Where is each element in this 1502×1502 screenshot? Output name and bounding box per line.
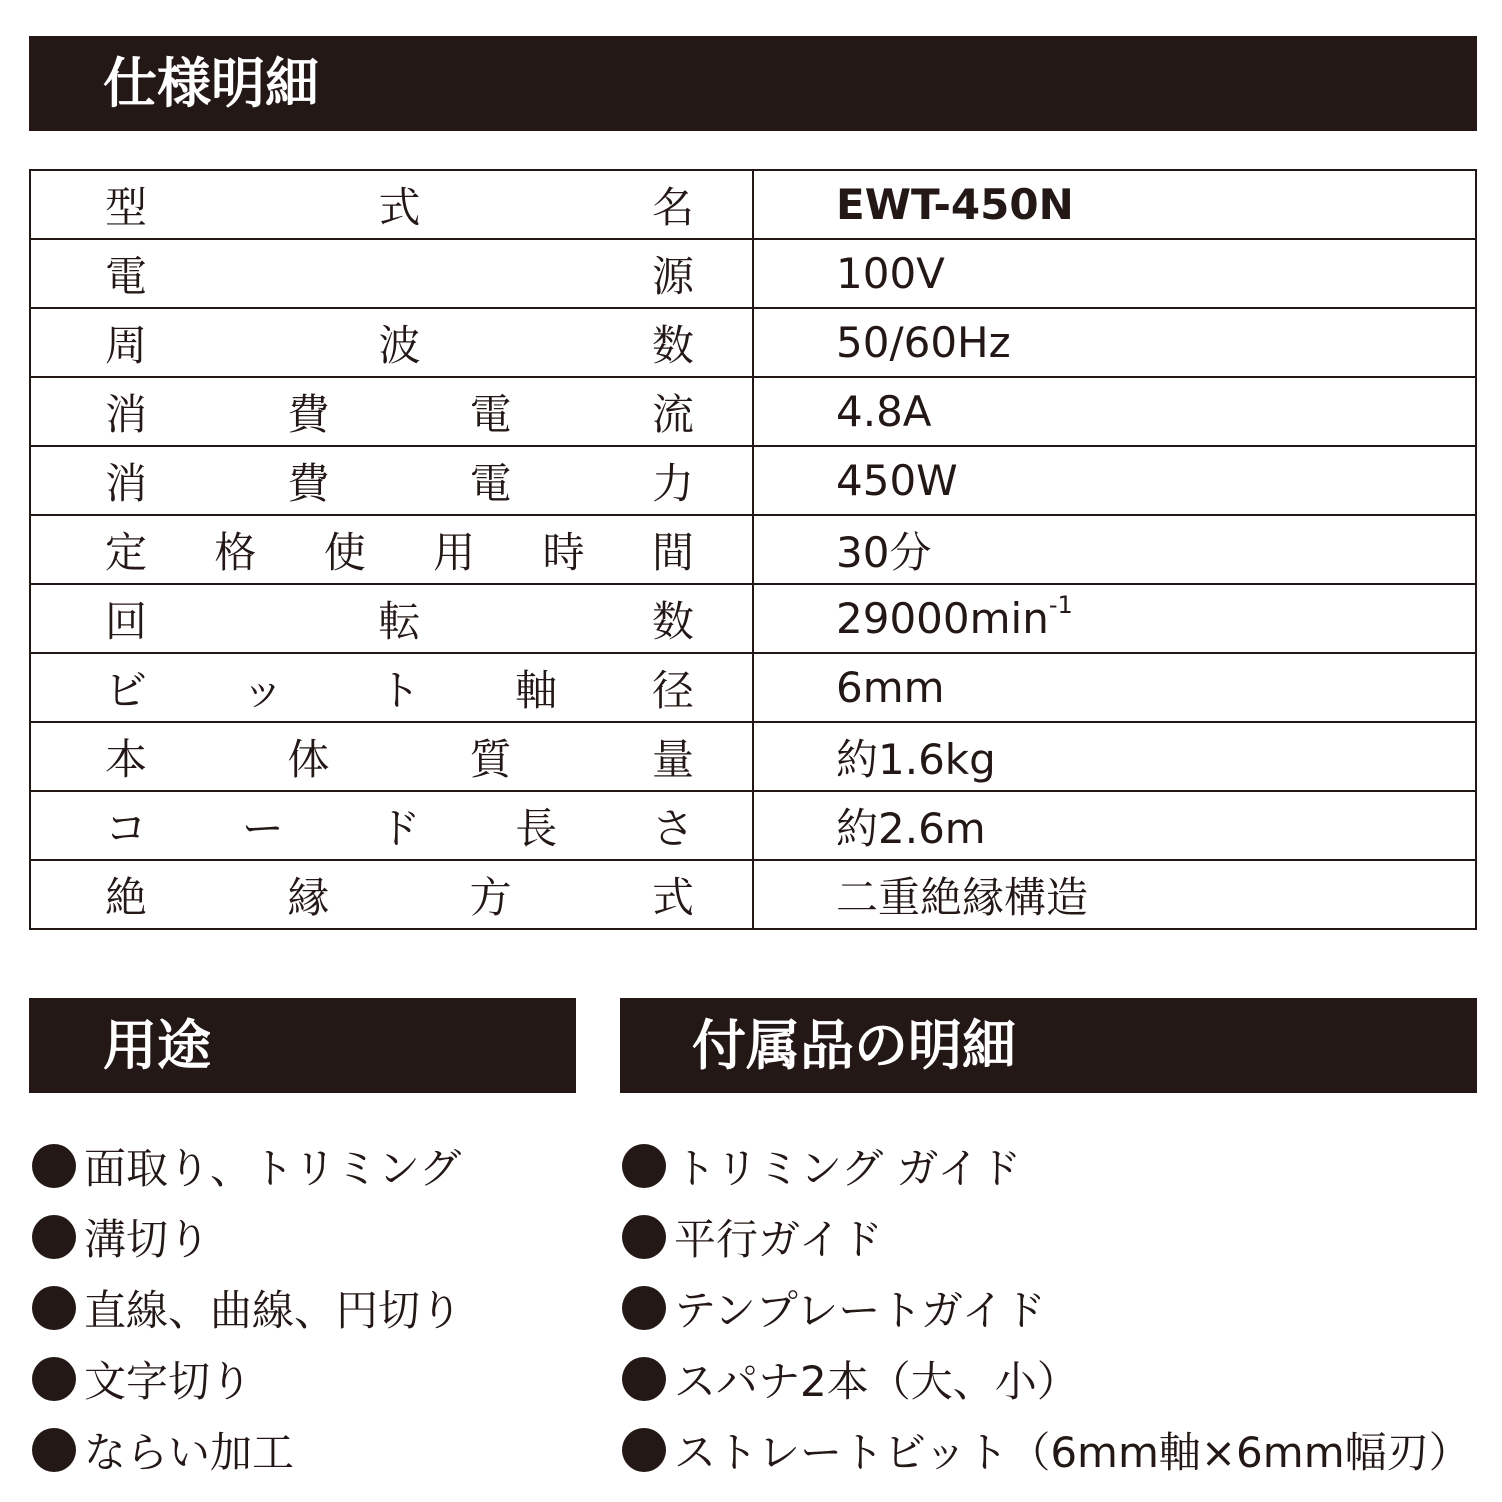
spec-label-char: 源	[651, 251, 694, 301]
spec-value-cell	[753, 308, 1476, 377]
spec-value-cell	[753, 584, 1476, 653]
bullet-icon	[622, 1357, 666, 1401]
spec-label-char: さ	[651, 803, 694, 853]
spec-value-cell	[753, 515, 1476, 584]
usage-item	[32, 1343, 462, 1414]
spec-row	[30, 170, 1476, 239]
spec-value-cell	[753, 446, 1476, 515]
accessory-item-text: テンプレートガイド	[674, 1285, 1046, 1335]
spec-label-char: 費	[287, 389, 330, 439]
accessory-item	[622, 1201, 1471, 1272]
spec-row	[30, 377, 1476, 446]
accessories-section-title: 付属品の明細	[692, 1013, 1016, 1077]
spec-label-char: 間	[651, 527, 694, 577]
spec-value: 約2.6m	[836, 803, 986, 853]
spec-value: 30分	[836, 527, 932, 577]
usage-item	[32, 1414, 462, 1485]
usage-item-text: ならい加工	[84, 1427, 295, 1477]
spec-label	[31, 658, 752, 718]
spec-section-title: 仕様明細	[103, 51, 319, 115]
spec-label	[31, 727, 752, 787]
spec-label	[31, 589, 752, 649]
spec-label-char: 用	[433, 527, 476, 577]
spec-value: 約1.6kg	[836, 734, 996, 784]
bullet-icon	[32, 1215, 76, 1259]
spec-label-char: 名	[651, 182, 694, 232]
spec-label-cell	[30, 653, 753, 722]
spec-label-char: 流	[651, 389, 694, 439]
spec-label-char: 軸	[515, 665, 558, 715]
spec-label-char: ー	[241, 803, 284, 853]
spec-row	[30, 860, 1476, 929]
spec-label-char: 使	[323, 527, 366, 577]
spec-row	[30, 239, 1476, 308]
spec-label-char: 径	[651, 665, 694, 715]
usage-item-text: 直線、曲線、円切り	[84, 1285, 463, 1335]
usage-item-text: 溝切り	[84, 1214, 211, 1264]
spec-value: 100V	[836, 249, 945, 298]
spec-value-cell	[753, 722, 1476, 791]
spec-label-cell	[30, 170, 753, 239]
spec-label-char: ビ	[105, 665, 148, 715]
spec-label-char: 式	[651, 872, 694, 922]
spec-label-char: 転	[378, 596, 421, 646]
spec-value-cell	[753, 860, 1476, 929]
spec-value: 450W	[836, 456, 958, 505]
accessory-item	[622, 1343, 1471, 1414]
spec-row	[30, 515, 1476, 584]
spec-value: 二重絶縁構造	[836, 872, 1089, 922]
spec-value-cell	[753, 239, 1476, 308]
spec-label-char: 式	[378, 182, 421, 232]
spec-label-char: 回	[105, 596, 148, 646]
accessories-section-header	[620, 998, 1477, 1093]
spec-label-char: ッ	[241, 665, 284, 715]
spec-value-cell	[753, 377, 1476, 446]
spec-label-char: 数	[651, 596, 694, 646]
accessories-list	[622, 1130, 1471, 1485]
accessory-item	[622, 1414, 1471, 1485]
spec-label-char: 力	[651, 458, 694, 508]
usage-list	[32, 1130, 462, 1485]
bullet-icon	[622, 1215, 666, 1259]
spec-label-char: 定	[105, 527, 148, 577]
bullet-icon	[32, 1428, 76, 1472]
spec-label-cell	[30, 239, 753, 308]
spec-label-cell	[30, 308, 753, 377]
spec-value-cell	[753, 653, 1476, 722]
spec-label-char: 絶	[105, 872, 148, 922]
spec-label	[31, 313, 752, 373]
usage-item-text: 文字切り	[84, 1356, 253, 1406]
spec-value-cell	[753, 791, 1476, 860]
spec-value: 50/60Hz	[836, 318, 1011, 367]
spec-label-char: 量	[651, 734, 694, 784]
spec-label-char: 波	[378, 320, 421, 370]
spec-value: 6mm	[836, 663, 945, 712]
spec-label	[31, 382, 752, 442]
spec-label	[31, 796, 752, 856]
spec-label-cell	[30, 584, 753, 653]
usage-section-header	[29, 998, 576, 1093]
spec-row	[30, 584, 1476, 653]
spec-row	[30, 653, 1476, 722]
spec-label-char: 電	[469, 458, 512, 508]
spec-label-char: 長	[515, 803, 558, 853]
spec-value-cell	[753, 170, 1476, 239]
spec-label-char: 費	[287, 458, 330, 508]
spec-label	[31, 520, 752, 580]
spec-label	[31, 244, 752, 304]
bullet-icon	[622, 1428, 666, 1472]
spec-label	[31, 451, 752, 511]
usage-item-text: 面取り、トリミング	[84, 1143, 462, 1193]
spec-value: 29000min	[836, 594, 1049, 643]
spec-label-char: 電	[469, 389, 512, 439]
bullet-icon	[622, 1286, 666, 1330]
bullet-icon	[32, 1357, 76, 1401]
accessory-item	[622, 1130, 1471, 1201]
spec-label-char: 消	[105, 389, 148, 439]
spec-label-char: 電	[105, 251, 148, 301]
spec-label-cell	[30, 722, 753, 791]
spec-label-cell	[30, 377, 753, 446]
bullet-icon	[622, 1144, 666, 1188]
spec-label-char: 周	[105, 320, 148, 370]
spec-label-cell	[30, 446, 753, 515]
spec-label-char: 格	[214, 527, 257, 577]
usage-item	[32, 1130, 462, 1201]
spec-row	[30, 446, 1476, 515]
spec-label	[31, 865, 752, 925]
spec-label-char: ト	[378, 665, 421, 715]
accessory-item	[622, 1272, 1471, 1343]
spec-row	[30, 308, 1476, 377]
spec-value-superscript: -1	[1048, 591, 1073, 619]
accessory-item-text: ストレートビット（6mm軸×6mm幅刃）	[674, 1427, 1471, 1477]
spec-label-char: 時	[542, 527, 585, 577]
spec-label-char: 質	[469, 734, 512, 784]
spec-label-char: 数	[651, 320, 694, 370]
usage-section-title: 用途	[103, 1013, 211, 1077]
usage-item	[32, 1272, 462, 1343]
spec-label-char: 型	[105, 182, 148, 232]
spec-label-char: ド	[378, 803, 421, 853]
spec-value: EWT-450N	[836, 180, 1074, 229]
spec-label-char: 縁	[287, 872, 330, 922]
spec-label-cell	[30, 791, 753, 860]
accessory-item-text: トリミング ガイド	[674, 1143, 1022, 1193]
spec-label-char: コ	[105, 803, 148, 853]
bullet-icon	[32, 1286, 76, 1330]
spec-label-char: 消	[105, 458, 148, 508]
spec-label	[31, 175, 752, 235]
spec-row	[30, 722, 1476, 791]
accessory-item-text: 平行ガイド	[674, 1214, 883, 1264]
spec-table	[29, 169, 1477, 930]
usage-item	[32, 1201, 462, 1272]
spec-section-header	[29, 36, 1477, 131]
spec-value: 4.8A	[836, 387, 932, 436]
spec-label-cell	[30, 860, 753, 929]
spec-row	[30, 791, 1476, 860]
spec-label-char: 体	[287, 734, 330, 784]
spec-label-char: 方	[469, 872, 512, 922]
bullet-icon	[32, 1144, 76, 1188]
spec-label-cell	[30, 515, 753, 584]
accessory-item-text: スパナ2本（大、小）	[674, 1356, 1079, 1406]
spec-label-char: 本	[105, 734, 148, 784]
